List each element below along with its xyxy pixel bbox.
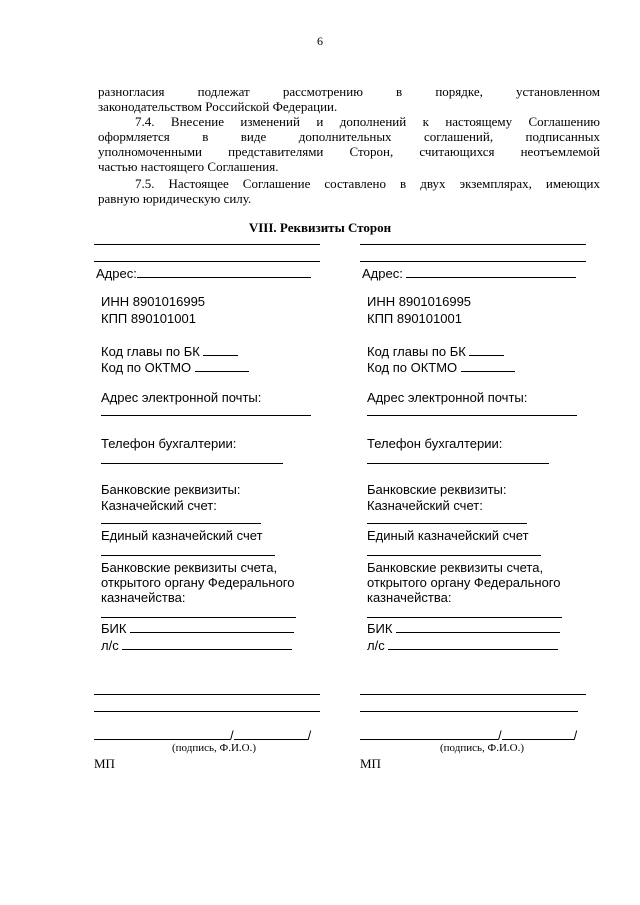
address-label: Адрес: [362,266,403,281]
treasury-label: Казначейский счет: [367,498,483,513]
bik-label: БИК [367,621,393,636]
bik-row [101,620,294,637]
single-treasury-label: Единый казначейский счет [367,528,529,543]
address-field-line [137,265,311,278]
paragraph-7-3-line-1: разногласия подлежат рассмотрению в порядке, установленном [98,84,600,99]
stamp-place-label: МП [360,756,381,771]
kbk-label: Код главы по БК [101,344,200,359]
kpp-text: КПП 890101001 [101,311,196,326]
ls-label: л/с [367,638,385,653]
signatory-line-2 [360,711,578,712]
bik-field-line [396,620,560,633]
bik-field-line [130,620,294,633]
treasury-field-line [101,523,261,524]
bank-account-line-1: Банковские реквизиты счета, [101,560,278,575]
inn-text: ИНН 8901016995 [101,294,206,309]
treasury-label: Казначейский счет: [101,498,217,513]
oktmo-field-line [461,359,515,372]
treasury-field-line [367,523,527,524]
kbk-field-line [203,343,238,356]
signature-row: / / [94,727,311,744]
oktmo-row [367,359,515,376]
address-field-line [406,265,576,278]
paragraph-7-4-line-3: уполномоченными представителями Сторон, считающихся неотъемлемой [98,144,600,159]
signature-line [94,727,230,740]
oktmo-label: Код по ОКТМО [101,360,192,375]
oktmo-row [101,359,249,376]
name-line-1 [94,244,320,245]
bank-account-line-2: открытого органу Федерального [367,575,561,590]
ls-field-line [122,637,292,650]
address-row [96,265,311,282]
paragraph-7-4-line-2: оформляется в виде дополнительных соглашений, подписанных [98,129,600,144]
ls-row [101,637,292,654]
phone-label: Телефон бухгалтерии: [101,436,237,451]
kbk-row [101,343,238,360]
section-title: VIII. Реквизиты Сторон [248,220,392,235]
signatory-line-1 [360,694,586,695]
bank-account-line-3: казначейства: [367,590,452,605]
paragraph-7-3-line-2: законодательством Российской Федерации. [98,99,338,114]
bik-label: БИК [101,621,127,636]
kpp-text: КПП 890101001 [367,311,462,326]
signature-row: / / [360,727,577,744]
ls-field-line [388,637,558,650]
bank-account-line-3: казначейства: [101,590,186,605]
signature-line [360,727,498,740]
bank-account-line-1: Банковские реквизиты счета, [367,560,544,575]
signature-caption: (подпись, Ф.И.О.) [172,742,256,754]
bank-label: Банковские реквизиты: [101,482,241,497]
oktmo-field-line [195,359,249,372]
bank-account-field-line [367,617,562,618]
oktmo-label: Код по ОКТМО [367,360,458,375]
single-treasury-field-line [101,555,275,556]
bank-account-field-line [101,617,296,618]
paragraph-7-5-line-1: 7.5. Настоящее Соглашение составлено в двух экземплярах, имеющих [135,176,600,191]
inn-text: ИНН 8901016995 [367,294,472,309]
bank-label: Банковские реквизиты: [367,482,507,497]
party-right-requisites [360,0,590,905]
kbk-row [367,343,504,360]
name-line-2 [360,261,586,262]
ls-row [367,637,558,654]
page-number: 6 [317,34,323,48]
kbk-field-line [469,343,504,356]
bank-account-line-2: открытого органу Федерального [101,575,295,590]
address-row [362,265,576,282]
single-treasury-field-line [367,555,541,556]
bik-row [367,620,560,637]
email-label: Адрес электронной почты: [367,390,528,405]
initials-line [502,727,574,740]
party-left-requisites [94,0,324,905]
email-label: Адрес электронной почты: [101,390,262,405]
kbk-label: Код главы по БК [367,344,466,359]
address-label: Адрес: [96,266,137,281]
phone-field-line [101,463,283,464]
paragraph-7-4-line-4: частью настоящего Соглашения. [98,159,279,174]
phone-label: Телефон бухгалтерии: [367,436,503,451]
email-field-line [367,415,577,416]
name-line-1 [360,244,586,245]
stamp-place-label: МП [94,756,115,771]
paragraph-7-5-line-2: равную юридическую силу. [98,191,252,206]
ls-label: л/с [101,638,119,653]
email-field-line [101,415,311,416]
single-treasury-label: Единый казначейский счет [101,528,263,543]
signatory-line-1 [94,694,320,695]
initials-line [234,727,308,740]
signatory-line-2 [94,711,320,712]
paragraph-7-4-line-1: 7.4. Внесение изменений и дополнений к настоящему Соглашению [135,114,600,129]
phone-field-line [367,463,549,464]
name-line-2 [94,261,320,262]
signature-caption: (подпись, Ф.И.О.) [440,742,524,754]
